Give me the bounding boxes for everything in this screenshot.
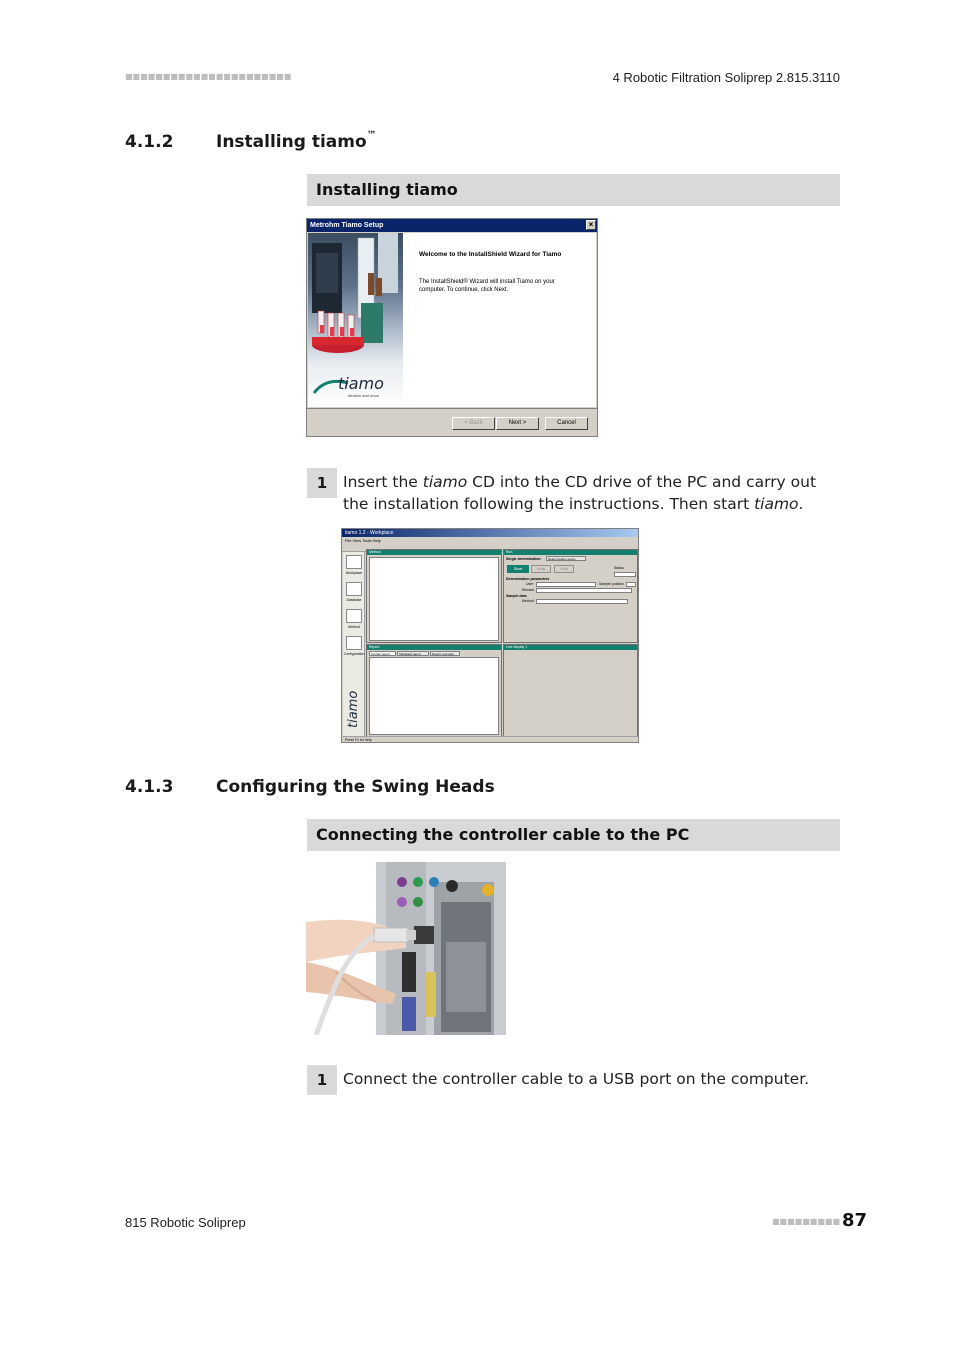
section-title: Configuring the Swing Heads	[216, 777, 495, 797]
step-software-name: tiamo	[422, 473, 468, 491]
welcome-heading: Welcome to the InstallShield Wizard for Tiamo	[419, 251, 562, 258]
trademark-symbol: ™	[366, 130, 377, 142]
section-title-text: Installing tiamo	[216, 132, 367, 152]
determination-parameters-label: Determination parameters	[506, 577, 550, 581]
remark-label: Remark	[522, 588, 535, 592]
pc-back-panel-illustration	[306, 862, 509, 1035]
tab-report-overview[interactable]: Report overview	[430, 651, 460, 656]
report-pane-header: Report	[367, 645, 501, 650]
tiamo-logo: tiamo	[338, 374, 384, 393]
run-pane	[503, 549, 638, 643]
tiamo-tagline: titration and more	[348, 393, 380, 398]
tab-determination-series[interactable]: Determination series	[546, 556, 586, 561]
sample-data-label: Sample data	[506, 594, 527, 598]
report-pane	[366, 644, 502, 738]
live-display-header: Live display 1	[504, 645, 637, 650]
dialog-separator	[307, 408, 597, 409]
method-select[interactable]	[536, 599, 628, 604]
start-button[interactable]: Start	[507, 565, 529, 573]
dialog-titlebar	[307, 219, 597, 232]
status-field	[614, 572, 636, 577]
workplace-statusbar: Press F1 for help	[343, 736, 639, 742]
user-label: User	[526, 582, 534, 586]
method-label: Method	[522, 599, 534, 603]
live-display-pane	[503, 644, 638, 738]
workplace-menubar: File View Tools Help	[345, 538, 381, 543]
workplace-icon[interactable]	[346, 555, 362, 569]
welcome-description: The InstallShield® Wizard will install Tiamo on your computer. To continue, click Next.	[419, 279, 555, 293]
sidebar-logo	[343, 670, 365, 730]
tab-tabulated-report[interactable]: Tabulated report	[397, 651, 429, 656]
section-number: 4.1.3	[125, 777, 174, 797]
database-icon[interactable]	[346, 582, 362, 596]
setup-dialog-screenshot	[306, 218, 598, 437]
usb-connection-photo	[306, 862, 509, 1035]
sidebar-label-workplace: Workplace	[345, 571, 363, 575]
page-number: 87	[841, 1210, 867, 1231]
step-software-name: tiamo	[754, 495, 799, 513]
method-pane-content[interactable]	[369, 557, 499, 641]
workplace-screenshot	[341, 528, 639, 743]
tab-current-report[interactable]: Current report	[369, 651, 396, 656]
footer-decoration: ■■■■■■■■■	[772, 1217, 841, 1226]
run-pane-header: Run	[504, 550, 637, 555]
sidebar-label-database: Database	[346, 598, 362, 602]
user-field[interactable]	[536, 582, 596, 587]
chapter-reference: 4 Robotic Filtration Soliprep 2.815.3110	[612, 70, 840, 85]
titrator-illustration	[308, 233, 403, 407]
remark-field[interactable]	[536, 588, 632, 593]
section-title	[216, 132, 377, 152]
status-label: Status	[614, 566, 624, 570]
header-decoration: ■■■■■■■■■■■■■■■■■■■■■■	[125, 72, 292, 81]
workplace-titlebar: tiamo 1.2 - Workplace	[342, 529, 638, 537]
stop-button[interactable]: Stop	[531, 565, 551, 573]
hold-button[interactable]: Hold	[554, 565, 574, 573]
step-text-part: CD into the CD drive of the PC and carry out the installation following the instructions. Then start	[343, 473, 817, 513]
step-text-part: .	[798, 495, 804, 513]
sample-position-label: Sample position	[599, 582, 624, 586]
procedure-title-bar: Installing tiamo	[307, 174, 840, 206]
method-pane	[366, 549, 502, 643]
sample-position-field[interactable]	[626, 582, 636, 587]
cancel-button[interactable]: Cancel	[545, 417, 588, 430]
dialog-body	[308, 233, 596, 407]
step-instruction: Connect the controller cable to a USB port on the computer.	[343, 1070, 810, 1088]
step-text-part: Insert the	[343, 473, 423, 491]
tab-single-determination[interactable]: Single determination	[506, 557, 541, 561]
step-instruction	[343, 471, 840, 515]
report-pane-content[interactable]	[369, 657, 499, 735]
procedure-title-bar: Connecting the controller cable to the PC	[307, 819, 840, 851]
close-icon[interactable]: ×	[586, 220, 596, 230]
sidebar-label-method: Method	[348, 625, 360, 629]
configuration-icon[interactable]	[346, 636, 362, 650]
method-pane-header: Method	[367, 550, 501, 555]
product-artwork	[308, 233, 403, 407]
dialog-title: Metrohm Tiamo Setup	[310, 222, 384, 229]
footer-product: 815 Robotic Soliprep	[125, 1215, 246, 1230]
step-number: 1	[307, 468, 337, 498]
step-number: 1	[307, 1065, 337, 1095]
sidebar-label-configuration: Configuration	[343, 652, 365, 656]
sidebar-tiamo-logo: tiamo	[346, 690, 361, 728]
section-number: 4.1.2	[125, 132, 174, 152]
back-button[interactable]: < Back	[452, 417, 495, 430]
method-icon[interactable]	[346, 609, 362, 623]
workplace-sidebar	[343, 552, 365, 737]
next-button[interactable]: Next >	[496, 417, 539, 430]
